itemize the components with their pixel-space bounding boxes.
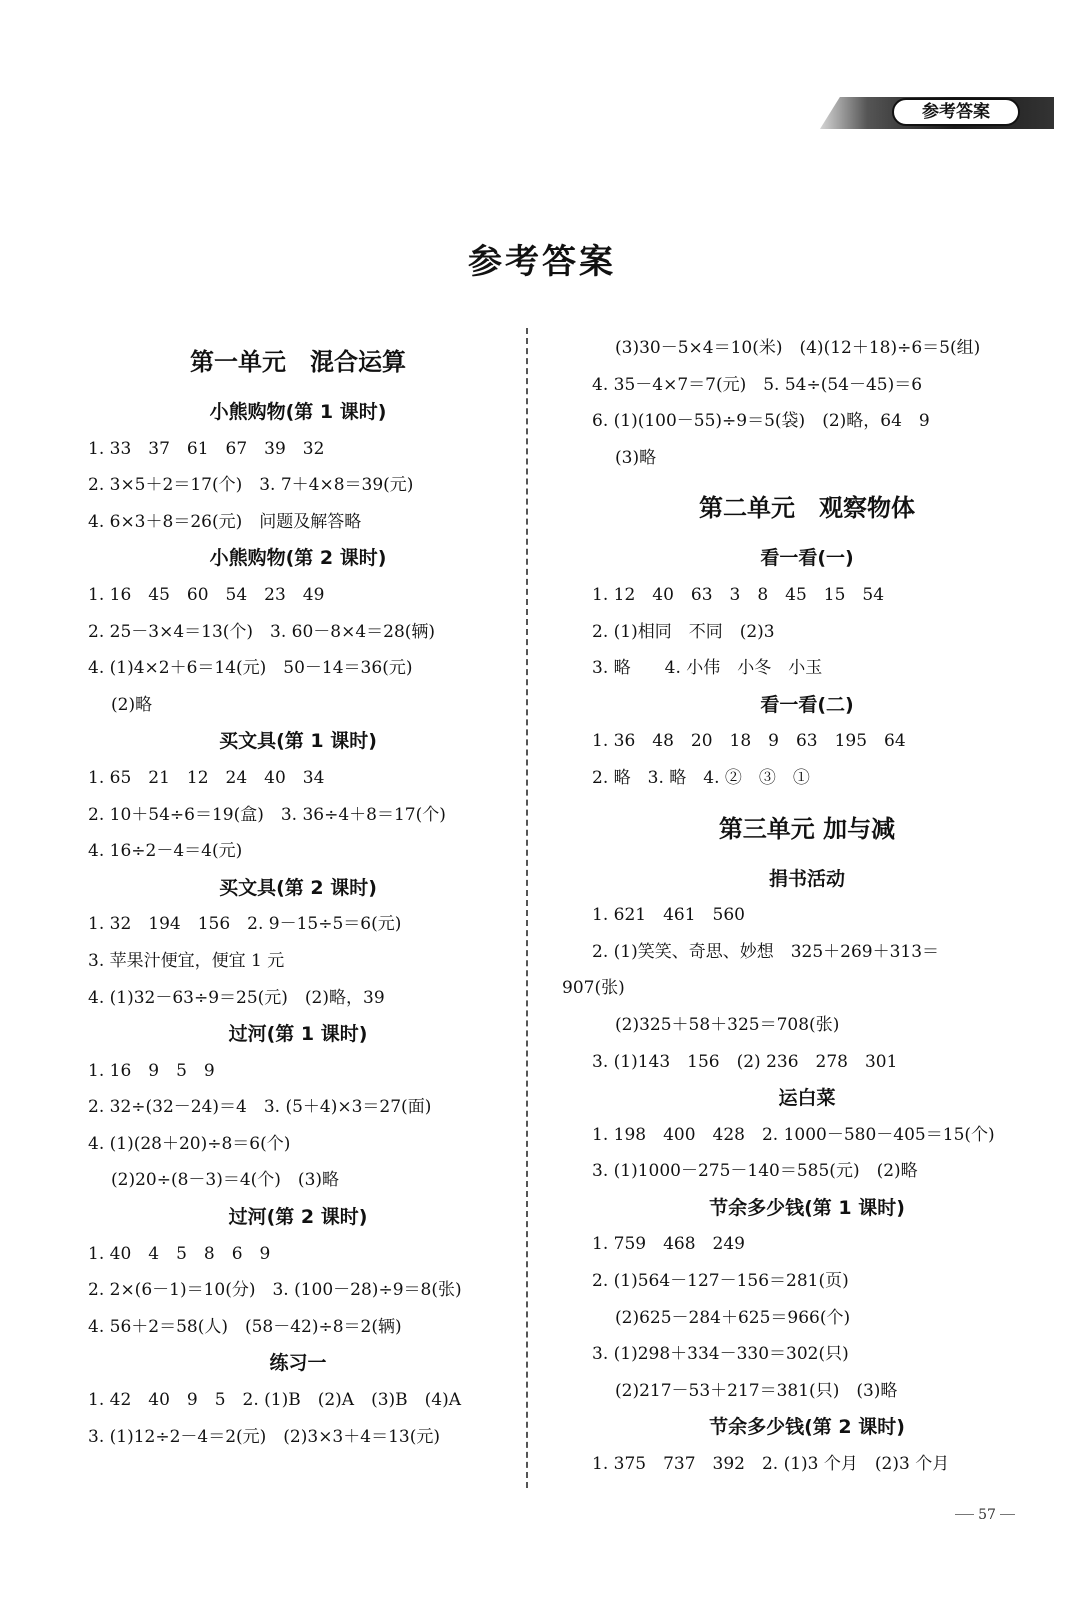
answer-line: 1. 36 48 20 18 9 63 195 64 bbox=[592, 731, 906, 752]
unit-heading: 第二单元 观察物体 bbox=[699, 494, 915, 523]
answer-line: 2. 2×(6－1)＝10(分) 3. (100－28)÷9＝8(张) bbox=[88, 1280, 462, 1301]
answer-line: 1. 16 9 5 9 bbox=[88, 1060, 215, 1081]
header-tag: 参考答案 bbox=[892, 98, 1020, 126]
answer-line: 3. (1)1000－275－140＝585(元) (2)略 bbox=[592, 1161, 918, 1182]
answer-line: 4. (1)(28＋20)÷8＝6(个) bbox=[88, 1133, 291, 1154]
answer-line: 2. 略 3. 略 4. ② ③ ① bbox=[592, 767, 810, 788]
answer-line: 4. (1)32－63÷9＝25(元) (2)略，39 bbox=[88, 987, 385, 1008]
answer-line: 907(张) bbox=[562, 978, 625, 999]
answer-line: 2. 10＋54÷6＝19(盒) 3. 36÷4＋8＝17(个) bbox=[88, 804, 446, 825]
answer-line: 3. 略 4. 小伟 小冬 小玉 bbox=[592, 658, 823, 679]
lesson-heading: 看一看(一) bbox=[760, 547, 854, 570]
right-column bbox=[562, 330, 1022, 1483]
answer-line: 1. 16 45 60 54 23 49 bbox=[88, 584, 325, 605]
answer-line: 2. (1)564－127－156＝281(页) bbox=[592, 1271, 849, 1292]
answer-line: 4. 16÷2－4＝4(元) bbox=[88, 841, 243, 862]
answer-line: 3. (1)12÷2－4＝2(元) (2)3×3＋4＝13(元) bbox=[88, 1426, 440, 1447]
answer-line: (3)略 bbox=[615, 447, 657, 468]
page-title: 参考答案 bbox=[468, 242, 616, 282]
answer-line: 1. 42 40 9 5 2. (1)B (2)A (3)B (4)A bbox=[88, 1390, 462, 1411]
answer-line: (2)略 bbox=[111, 694, 153, 715]
page-footer bbox=[930, 1502, 1044, 1528]
lesson-heading: 节余多少钱(第 1 课时) bbox=[709, 1196, 905, 1219]
answer-line: (2)625－284＋625＝966(个) bbox=[615, 1307, 851, 1328]
lesson-heading: 买文具(第 2 课时) bbox=[219, 876, 377, 899]
answer-line: 1. 65 21 12 24 40 34 bbox=[88, 767, 325, 788]
page-number: 57 bbox=[974, 1507, 1000, 1523]
answer-line: 4. (1)4×2＋6＝14(元) 50－14＝36(元) bbox=[88, 658, 413, 679]
unit-heading: 第一单元 混合运算 bbox=[190, 348, 406, 376]
answer-line: (2)20÷(8－3)＝4(个) (3)略 bbox=[111, 1170, 340, 1191]
answer-line: 3. (1)298＋334－330＝302(只) bbox=[592, 1344, 849, 1365]
answer-line: 2. 25－3×4＝13(个) 3. 60－8×4＝28(辆) bbox=[88, 621, 436, 642]
answer-line: 2. 32÷(32－24)＝4 3. (5＋4)×3＝27(面) bbox=[88, 1097, 432, 1118]
lesson-heading: 小熊购物(第 2 课时) bbox=[209, 547, 387, 570]
answer-line: 3. 苹果汁便宜，便宜 1 元 bbox=[88, 950, 285, 971]
answer-line: 2. (1)笑笑、奇思、妙想 325＋269＋313＝ bbox=[592, 941, 940, 962]
lesson-heading: 捐书活动 bbox=[768, 867, 845, 890]
answer-line: 1. 12 40 63 3 8 45 15 54 bbox=[592, 584, 885, 605]
lesson-heading: 小熊购物(第 1 课时) bbox=[209, 401, 387, 423]
answer-line: 1. 198 400 428 2. 1000－580－405＝15(个) bbox=[592, 1124, 995, 1145]
lesson-heading: 过河(第 2 课时) bbox=[228, 1206, 368, 1229]
column-divider bbox=[526, 328, 528, 1488]
answer-line: (2)325＋58＋325＝708(张) bbox=[615, 1014, 840, 1035]
answer-line: 1. 32 194 156 2. 9－15÷5＝6(元) bbox=[88, 914, 402, 935]
answer-line: 4. 56＋2＝58(人) (58－42)÷8＝2(辆) bbox=[88, 1316, 402, 1337]
lesson-heading: 节余多少钱(第 2 课时) bbox=[709, 1416, 905, 1439]
answer-line: (3)30－5×4＝10(米) (4)(12＋18)÷6＝5(组) bbox=[615, 338, 981, 358]
answer-line: 1. 33 37 61 67 39 32 bbox=[88, 438, 325, 459]
answer-line: 2. 3×5＋2＝17(个) 3. 7＋4×8＝39(元) bbox=[88, 475, 414, 496]
lesson-heading: 买文具(第 1 课时) bbox=[219, 730, 377, 753]
lesson-heading: 练习一 bbox=[269, 1352, 327, 1375]
answer-line: (2)217－53＋217＝381(只) (3)略 bbox=[615, 1380, 898, 1401]
answer-line: 3. (1)143 156 (2) 236 278 301 bbox=[592, 1051, 898, 1072]
answer-line: 1. 375 737 392 2. (1)3 个月 (2)3 个月 bbox=[592, 1454, 950, 1475]
answer-line: 4. 6×3＋8＝26(元) 问题及解答略 bbox=[88, 511, 362, 532]
answer-line: 1. 40 4 5 8 6 9 bbox=[88, 1243, 271, 1264]
left-column bbox=[88, 330, 508, 1455]
lesson-heading: 过河(第 1 课时) bbox=[228, 1023, 368, 1046]
answer-line: 1. 621 461 560 bbox=[592, 905, 745, 926]
answer-line: 4. 35－4×7＝7(元) 5. 54÷(54－45)＝6 bbox=[592, 374, 923, 395]
lesson-heading: 看一看(二) bbox=[760, 693, 854, 716]
answer-line: 1. 759 468 249 bbox=[592, 1234, 745, 1255]
answer-line: 2. (1)相同 不同 (2)3 bbox=[592, 621, 775, 642]
answer-line: 6. (1)(100－55)÷9＝5(袋) (2)略，64 9 bbox=[592, 411, 930, 432]
lesson-heading: 运白菜 bbox=[778, 1087, 836, 1110]
unit-heading: 第三单元 加与减 bbox=[718, 814, 896, 843]
